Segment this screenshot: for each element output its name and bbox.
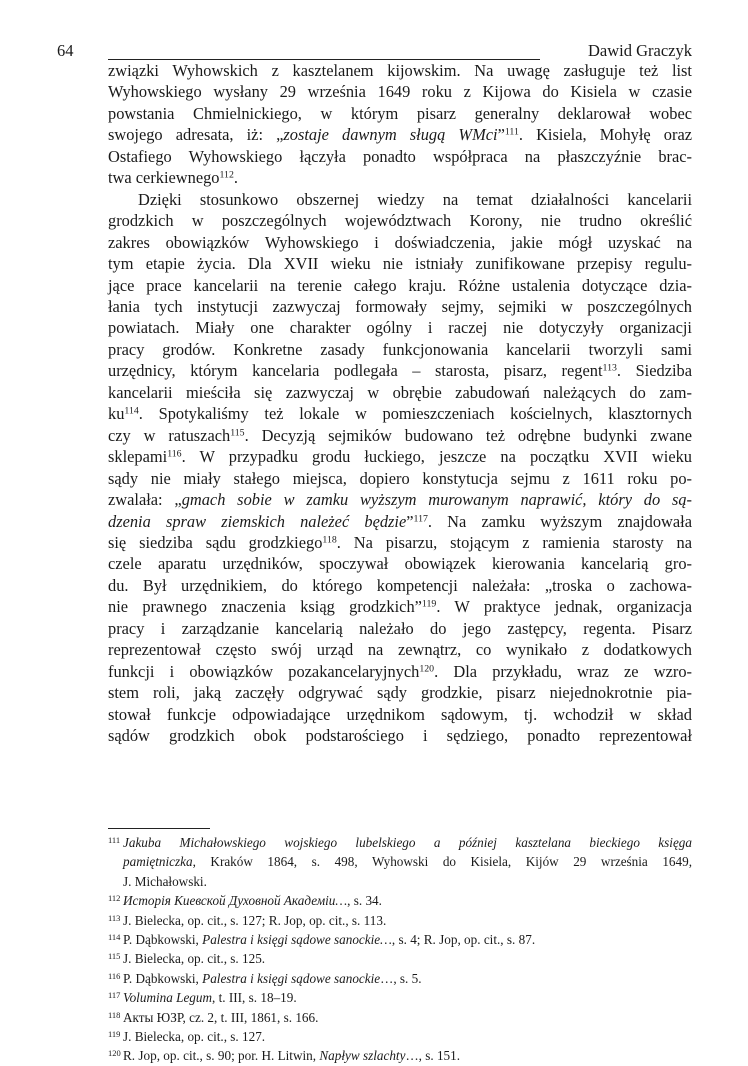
- text-line: [108, 253, 692, 274]
- footnote-line: [123, 852, 692, 871]
- text-run: reprezentował często swój urząd na zewnątrz, co wynikało z dodatkowych: [108, 640, 692, 660]
- footnote: [108, 949, 692, 968]
- text-run: sądów grodzkich obok podstarościego i sędziego, ponadto reprezentował: [108, 726, 692, 746]
- text-run: J. Bielecka, op. cit., s. 127.: [123, 1029, 266, 1045]
- footnote-number: 112: [108, 893, 121, 904]
- text-run: . Kisiela, Mohyłę oraz: [518, 125, 693, 145]
- text-run: czy w ratuszach: [108, 425, 231, 445]
- text-line: [108, 725, 692, 746]
- text-run: twa cerkiewnego: [108, 168, 220, 188]
- text-run: . W praktyce jednak, organizacja: [436, 597, 692, 617]
- paragraph: [108, 60, 692, 189]
- text-run: J. Bielecka, op. cit., s. 125.: [123, 951, 266, 967]
- text-line: [108, 403, 692, 424]
- italic-text: Jakuba Michałowskiego wojskiego lubelskiego a później kasztelana bieckiego księga: [123, 835, 692, 850]
- footnote: [108, 833, 692, 891]
- text-line: [108, 275, 692, 296]
- text-run: łania tych instytucji zazwyczaj formowały sejmy, sejmiki w poszczególnych: [108, 296, 692, 316]
- text-line: [108, 532, 692, 553]
- text-run: zakres obowiązków Wyhowskiego i doświadczenia, jakie mógł uzyskać na: [108, 232, 692, 252]
- text-run: , Kraków 1864, s. 498, Wyhowski do Kisiela, Kijów 29 września 1649,: [192, 854, 692, 870]
- text-run: R. Jop, op. cit., s. 90; por. H. Litwin,: [123, 1048, 320, 1064]
- text-run: stował funkcje odpowiadające urzędnikom sądowym, tj. wchodził w skład: [108, 704, 692, 724]
- footnote-reference[interactable]: 114: [124, 405, 139, 417]
- text-line: [108, 189, 692, 210]
- footnote-line: [123, 872, 692, 891]
- footnote: [108, 891, 692, 910]
- paragraph: [108, 189, 692, 747]
- text-run: . Decyzją sejmików budowano też odrębne budynki zwane: [244, 425, 692, 445]
- footnote-line: [123, 833, 692, 852]
- text-run: stem roli, jaką zaczęły odgrywać sądy grodzkie, pisarz niejednokrotnie pia-: [108, 683, 692, 703]
- footnote-line: [123, 891, 692, 910]
- text-run: .: [233, 168, 238, 188]
- text-run: powiatach. Miały one charakter ogólny i raczej nie dotyczyły organizacji: [108, 318, 692, 338]
- text-line: [108, 661, 692, 682]
- footnote: [108, 930, 692, 949]
- footnote-line: [123, 1008, 692, 1027]
- running-header-author: Dawid Graczyk: [588, 41, 692, 60]
- text-run: P. Dąbkowski,: [123, 932, 203, 948]
- text-line: [108, 511, 692, 532]
- text-run: ”: [497, 125, 505, 145]
- text-line: [108, 618, 692, 639]
- text-run: . Spotykaliśmy też lokale w pomieszczeniach kościelnych, klasztornych: [138, 404, 692, 424]
- footnote-line: [123, 1027, 692, 1046]
- text-line: [108, 232, 692, 253]
- text-run: grodzkich w poszczególnych województwach Korony, nie trudno określić: [108, 211, 692, 231]
- text-run: Акты ЮЗР, cz. 2, t. III, 1861, s. 166.: [123, 1009, 319, 1025]
- text-run: kancelarii mieściła się zazwyczaj w obrębie zabudowań należących do zam-: [108, 382, 692, 402]
- text-line: [108, 146, 692, 167]
- text-line: [108, 596, 692, 617]
- text-run: . Na zamku wyższym znajdowała: [427, 511, 692, 531]
- text-run: …, s. 151.: [405, 1048, 461, 1064]
- text-line: [108, 317, 692, 338]
- text-line: [108, 210, 692, 231]
- text-run: sądy nie miały stałego miejsca, dopiero konstytucja sejmu z 1611 roku po-: [108, 468, 692, 488]
- text-line: [108, 468, 692, 489]
- italic-text: gmach sobie w zamku wyższym murowanym naprawić, który do są-: [181, 490, 692, 510]
- footnote-number: 111: [108, 835, 121, 845]
- italic-text: dzenia spraw ziemskich należeć będzie: [108, 511, 407, 531]
- text-run: . Dla przykładu, wraz ze wzro-: [434, 661, 692, 681]
- footnote-line: [123, 969, 692, 988]
- footnote-line: [123, 930, 692, 949]
- text-run: …, s. 5.: [380, 970, 422, 986]
- text-line: [108, 425, 692, 446]
- footnote-line: [123, 988, 692, 1007]
- footnote-reference[interactable]: 119: [421, 598, 437, 610]
- text-run: związki Wyhowskich z kasztelanem kijowskim. Na uwagę zasługuje też list: [108, 61, 692, 80]
- text-run: . Na pisarzu, stojącym z ramienia starosty na: [336, 532, 692, 552]
- text-run: J. Michałowski.: [123, 873, 207, 889]
- text-run: powstania Chmielnickiego, w którym pisarz generalny deklarował wobec: [108, 103, 692, 123]
- footnote-number: 115: [108, 951, 121, 962]
- text-run: jące prace kancelarii na terenie całego kraju. Różne ustalenia dotyczące dzia-: [108, 275, 692, 295]
- text-line: [108, 167, 692, 188]
- text-run: du. Był urzędnikiem, do którego kompetencji należała: „troska o zachowa-: [108, 575, 692, 595]
- footnote-reference[interactable]: 118: [322, 534, 337, 546]
- footnote: [108, 1027, 692, 1046]
- text-line: [108, 489, 692, 510]
- text-line: [108, 360, 692, 381]
- text-run: pracy i zarządzanie kancelarią należało do jego zastępcy, regenta. Pisarz: [108, 618, 692, 638]
- text-run: urzędnicy, którym kancelaria podlegała – starosta, pisarz, regent: [108, 361, 603, 381]
- text-run: , t. III, s. 18–19.: [212, 990, 297, 1006]
- footnote-reference[interactable]: 111: [504, 126, 519, 138]
- italic-text: pamiętniczka: [123, 854, 193, 870]
- text-line: [108, 296, 692, 317]
- text-run: tym etapie życia. Dla XVII wieku nie istniały zunifikowane przepisy regulu-: [108, 254, 692, 274]
- italic-text: Исторія Киевской Духовной Академіи…: [123, 893, 348, 909]
- text-run: J. Bielecka, op. cit., s. 127; R. Jop, op. cit., s. 113.: [123, 912, 387, 928]
- text-run: sklepami: [108, 447, 168, 467]
- footnote: [108, 988, 692, 1007]
- footnote-line: [123, 949, 692, 968]
- text-run: Dzięki stosunkowo obszernej wiedzy na temat działalności kancelarii: [138, 189, 692, 209]
- italic-text: Palestra i księgi sądowe sanockie: [202, 970, 381, 986]
- italic-text: Palestra i księgi sądowe sanockie…: [202, 932, 392, 948]
- italic-text: Volumina Legum: [123, 990, 213, 1006]
- text-line: [108, 446, 692, 467]
- text-line: [108, 382, 692, 403]
- italic-text: zostaje dawnym sługą WMci: [283, 125, 498, 145]
- text-run: Wyhowskiego wysłany 29 września 1649 roku z Kijowa do Kisiela w czasie: [108, 82, 692, 102]
- text-run: pracy grodów. Konkretne zasady funkcjonowania kancelarii tworzyli sami: [108, 339, 692, 359]
- footnote-reference[interactable]: 113: [602, 362, 617, 374]
- italic-text: Napływ szlachty: [319, 1048, 406, 1064]
- text-run: . Siedziba: [616, 361, 693, 381]
- footnote-number: 113: [108, 912, 121, 923]
- text-line: [108, 704, 692, 725]
- text-line: [108, 575, 692, 596]
- text-line: [108, 81, 692, 102]
- footnote-separator: [108, 828, 210, 829]
- text-line: [108, 639, 692, 660]
- text-run: funkcji i obowiązków pozakancelaryjnych: [108, 661, 420, 681]
- text-run: się siedziba sądu grodzkiego: [108, 532, 323, 552]
- text-run: P. Dąbkowski,: [123, 970, 203, 986]
- footnotes: [108, 833, 692, 1066]
- text-line: [108, 682, 692, 703]
- text-run: ku: [108, 404, 125, 424]
- text-run: zwalała: „: [108, 490, 182, 510]
- text-run: , s. 34.: [347, 893, 382, 909]
- footnote-number: 120: [108, 1048, 121, 1059]
- footnote-reference[interactable]: 117: [413, 513, 428, 525]
- text-run: ”: [406, 511, 414, 531]
- footnote-reference[interactable]: 120: [419, 663, 435, 675]
- footnote-number: 118: [108, 1009, 121, 1020]
- text-line: [108, 60, 692, 81]
- footnote-number: 117: [108, 990, 121, 1001]
- footnote: [108, 1008, 692, 1027]
- footnote: [108, 911, 692, 930]
- text-run: nie prawnego znaczenia ksiąg grodzkich”: [108, 597, 422, 617]
- footnote-reference[interactable]: 112: [219, 169, 234, 181]
- text-run: Ostafiego Wyhowskiego łączyła ponadto współpraca na płaszczyźnie brac-: [108, 146, 692, 166]
- footnote-number: 116: [108, 970, 121, 981]
- text-run: swojego adresata, iż: „: [108, 125, 284, 145]
- footnote: [108, 969, 692, 988]
- footnote-reference[interactable]: 115: [230, 427, 245, 439]
- text-line: [108, 124, 692, 145]
- body-text: [108, 60, 692, 747]
- page-number: 64: [57, 41, 74, 60]
- text-line: [108, 103, 692, 124]
- footnote-number: 114: [108, 932, 121, 943]
- text-line: [108, 339, 692, 360]
- footnote-line: [123, 911, 692, 930]
- footnote-number: 119: [108, 1029, 121, 1040]
- text-line: [108, 553, 692, 574]
- footnote-reference[interactable]: 116: [167, 448, 182, 460]
- text-run: czele aparatu urzędników, spoczywał obowiązek kierowania kancelarią gro-: [108, 554, 692, 574]
- text-run: . W przypadku grodu łuckiego, jeszcze na początku XVII wieku: [181, 447, 692, 467]
- text-run: , s. 4; R. Jop, op. cit., s. 87.: [391, 932, 536, 948]
